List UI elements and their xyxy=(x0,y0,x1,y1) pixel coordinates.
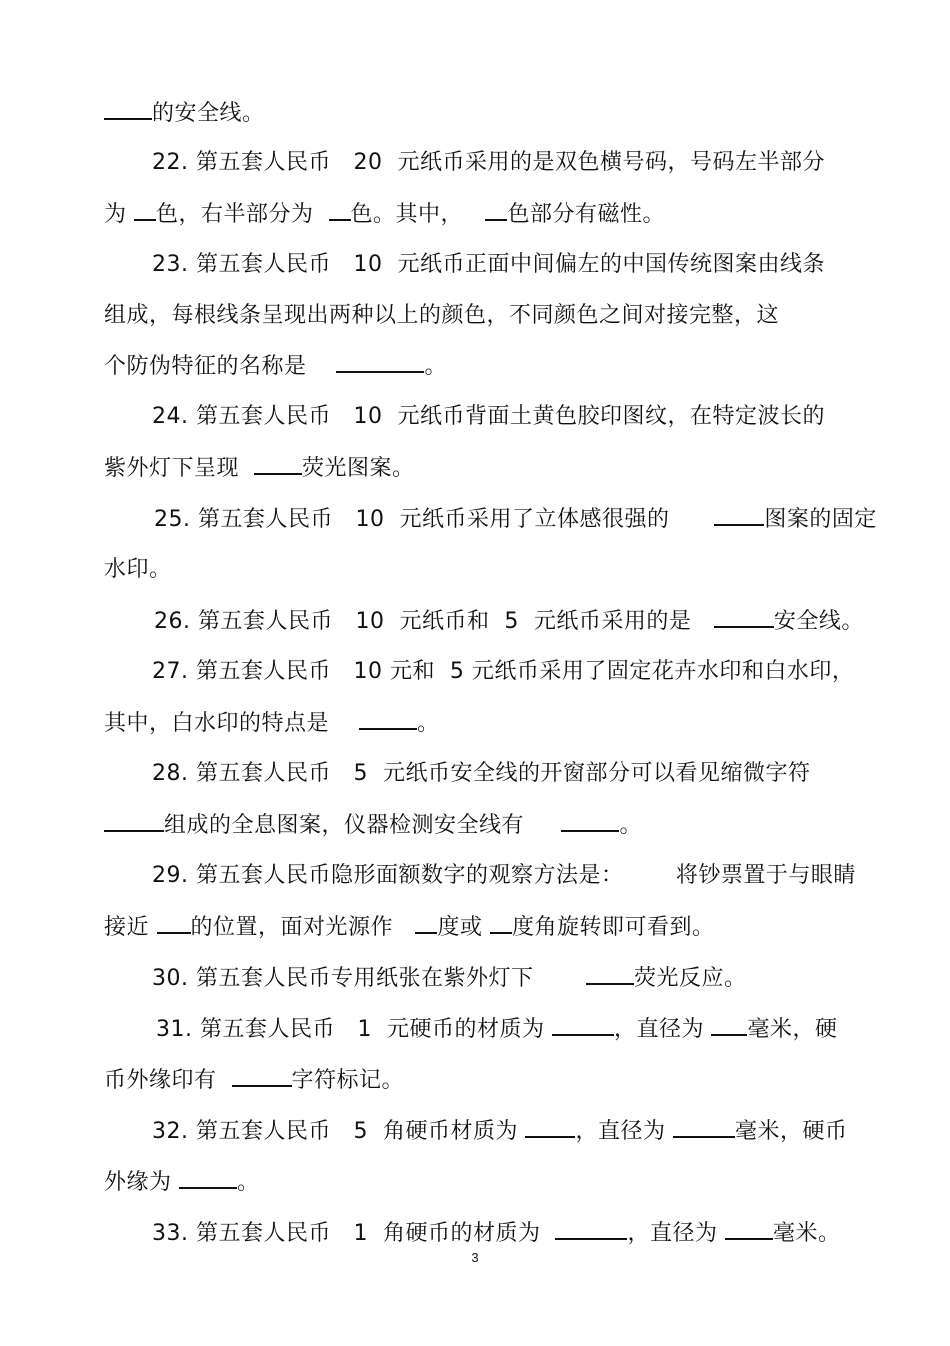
line-text: ，直径为 xyxy=(575,1119,673,1144)
line-text: 的位置，面对光源作 xyxy=(190,915,416,940)
line-text: 安全线。 xyxy=(773,609,864,634)
fill-in-blank xyxy=(555,1218,627,1240)
fill-in-blank xyxy=(134,199,156,221)
line-text: 。 xyxy=(424,354,447,379)
question-29-line xyxy=(152,861,856,891)
line-text: 毫米，硬 xyxy=(747,1017,838,1042)
text-line xyxy=(104,301,779,331)
text-line xyxy=(104,1065,404,1096)
fill-in-blank xyxy=(157,912,191,934)
text-line xyxy=(104,912,715,943)
line-text: 荧光图案。 xyxy=(302,456,415,481)
line-text: 31. 第五套人民币 1 元硬币的材质为 xyxy=(156,1017,552,1042)
question-26-line xyxy=(154,606,864,637)
fill-in-blank xyxy=(485,199,507,221)
line-text: 毫米。 xyxy=(772,1221,841,1246)
fill-in-blank xyxy=(329,199,351,221)
text-line xyxy=(104,453,415,484)
question-31-line xyxy=(156,1014,837,1045)
line-text: 29. 第五套人民币隐形面额数字的观察方法是： 将钞票置于与眼睛 xyxy=(152,863,856,888)
line-text: 22. 第五套人民币 20 元纸币采用的是双色横号码，号码左半部分 xyxy=(152,150,825,175)
line-text: 27. 第五套人民币 10 元和 5 元纸币采用了固定花卉水印和白水印， xyxy=(152,659,855,684)
line-text: 外缘为 xyxy=(104,1170,179,1195)
line-text: 24. 第五套人民币 10 元纸币背面土黄色胶印图纹，在特定波长的 xyxy=(152,404,825,429)
line-text: 毫米，硬币 xyxy=(734,1119,848,1144)
fill-in-blank xyxy=(673,1116,735,1138)
question-25-line xyxy=(154,504,877,535)
text-line xyxy=(104,555,172,585)
line-text: 图案的固定 xyxy=(764,507,877,532)
fill-in-blank xyxy=(561,810,619,832)
line-text: 度或 xyxy=(437,915,490,940)
line-text: 组成的全息图案，仪器检测安全线有 xyxy=(164,813,562,838)
line-text: 字符标记。 xyxy=(291,1068,405,1093)
line-text: 32. 第五套人民币 5 角硬币材质为 xyxy=(152,1119,526,1144)
line-text: ，直径为 xyxy=(627,1221,725,1246)
line-text: 接近 xyxy=(104,915,157,940)
fill-in-blank xyxy=(714,606,774,628)
fill-in-blank xyxy=(714,504,764,526)
question-27-line xyxy=(152,657,854,687)
fill-in-blank xyxy=(725,1218,773,1240)
fill-in-blank xyxy=(104,98,152,120)
fill-in-blank xyxy=(232,1065,292,1087)
line-text: 26. 第五套人民币 10 元纸币和 5 元纸币采用的是 xyxy=(154,609,714,634)
line-text: 33. 第五套人民币 1 角硬币的材质为 xyxy=(152,1221,556,1246)
line-text: 其中，白水印的特点是 xyxy=(104,711,359,736)
line-text: 。 xyxy=(237,1170,260,1195)
line-text: 紫外灯下呈现 xyxy=(104,456,254,481)
question-24-line xyxy=(152,402,825,432)
line-text: 23. 第五套人民币 10 元纸币正面中间偏左的中国传统图案由线条 xyxy=(152,252,825,277)
page-number: 3 xyxy=(471,1250,479,1265)
line-text: ，直径为 xyxy=(613,1017,712,1042)
fill-in-blank xyxy=(254,453,302,475)
fill-in-blank xyxy=(586,963,634,985)
line-text: 色部分有磁性。 xyxy=(507,202,665,227)
text-line xyxy=(104,199,665,230)
line-text: 币外缘印有 xyxy=(104,1068,232,1093)
line-text: 组成，每根线条呈现出两种以上的颜色，不同颜色之间对接完整，这 xyxy=(104,303,780,328)
line-text: 。 xyxy=(416,711,440,736)
question-33-line xyxy=(152,1218,840,1249)
fill-in-blank xyxy=(552,1014,614,1036)
line-text: 28. 第五套人民币 5 元纸币安全线的开窗部分可以看见缩微字符 xyxy=(152,761,811,786)
question-22-line xyxy=(152,148,825,178)
line-text: 为 xyxy=(104,202,134,227)
question-30-line xyxy=(152,963,746,994)
fill-in-blank xyxy=(336,351,424,373)
fill-in-blank xyxy=(104,810,164,832)
line-text: 的安全线。 xyxy=(152,101,265,126)
text-line xyxy=(104,351,447,382)
text-line xyxy=(104,810,642,841)
fill-in-blank xyxy=(490,912,512,934)
line-text: 个防伪特征的名称是 xyxy=(104,354,337,379)
question-28-line xyxy=(152,759,810,789)
text-line xyxy=(104,1167,260,1198)
line-text: 25. 第五套人民币 10 元纸币采用了立体感很强的 xyxy=(154,507,715,532)
fill-in-blank xyxy=(359,708,417,730)
text-line xyxy=(104,98,265,129)
line-text: 度角旋转即可看到。 xyxy=(511,915,715,940)
line-text: 色，右半部分为 xyxy=(156,202,329,227)
fill-in-blank xyxy=(179,1167,237,1189)
line-text: 水印。 xyxy=(104,557,172,582)
fill-in-blank xyxy=(711,1014,747,1036)
fill-in-blank xyxy=(415,912,437,934)
line-text: 荧光反应。 xyxy=(633,966,747,991)
text-line xyxy=(104,708,440,739)
question-32-line xyxy=(152,1116,847,1147)
fill-in-blank xyxy=(525,1116,575,1138)
line-text: 30. 第五套人民币专用纸张在紫外灯下 xyxy=(152,966,586,991)
line-text: 色。其中， xyxy=(350,202,486,227)
question-23-line xyxy=(152,250,825,280)
line-text: 。 xyxy=(619,813,642,838)
